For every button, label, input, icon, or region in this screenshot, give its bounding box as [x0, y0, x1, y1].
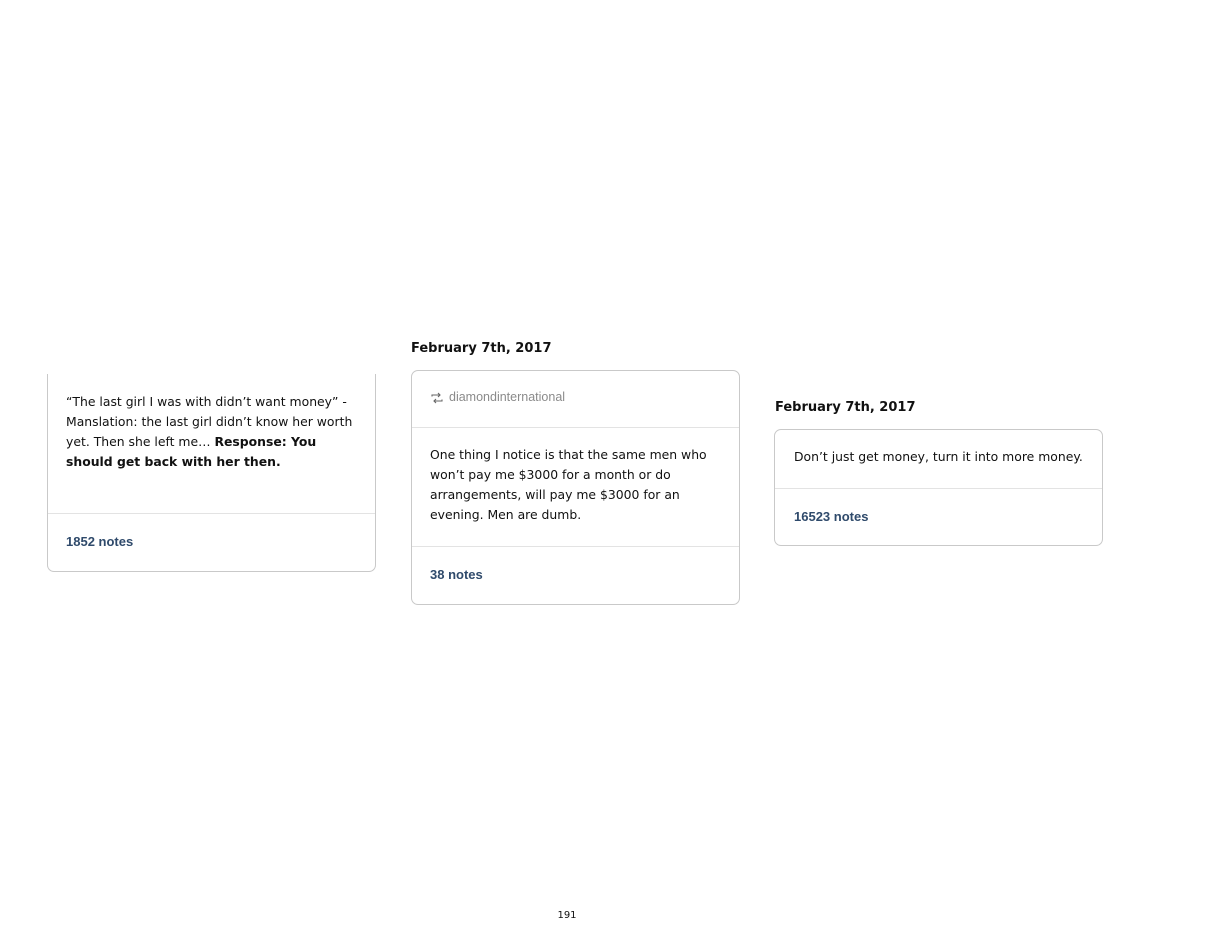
post-card-1 — [47, 374, 376, 572]
reblog-icon — [430, 391, 444, 405]
post-text-2: One thing I notice is that the same men who won’t pay me $3000 for a month or do arrangements, will pay me $3000 for an evening. Men are dumb. — [430, 447, 707, 522]
post-date-3: February 7th, 2017 — [775, 400, 916, 415]
source-username[interactable]: diamondinternational — [449, 390, 566, 404]
notes-count-2[interactable] — [412, 546, 739, 604]
post-body-1 — [48, 374, 375, 513]
post-source-2 — [412, 371, 739, 428]
post-text-3: Don’t just get money, turn it into more money. — [794, 449, 1083, 464]
post-body-3 — [775, 430, 1102, 488]
notes-label-3[interactable]: 16523 notes — [794, 509, 869, 524]
notes-label-1[interactable]: 1852 notes — [66, 534, 134, 549]
notes-label-2[interactable]: 38 notes — [430, 567, 483, 582]
post-date-2: February 7th, 2017 — [411, 341, 552, 356]
notes-count-3[interactable] — [775, 488, 1102, 546]
page-number: 191 — [557, 910, 577, 921]
post-body-2 — [412, 428, 739, 546]
post-text-1-bold: Response: You should get back with her then. — [66, 434, 317, 469]
post-card-3 — [774, 429, 1103, 546]
post-card-2 — [411, 370, 740, 605]
notes-count-1[interactable] — [48, 513, 375, 571]
post-text-1: “The last girl I was with didn’t want money” - Manslation: the last girl didn’t know her worth yet. Then she left me… — [66, 394, 353, 449]
